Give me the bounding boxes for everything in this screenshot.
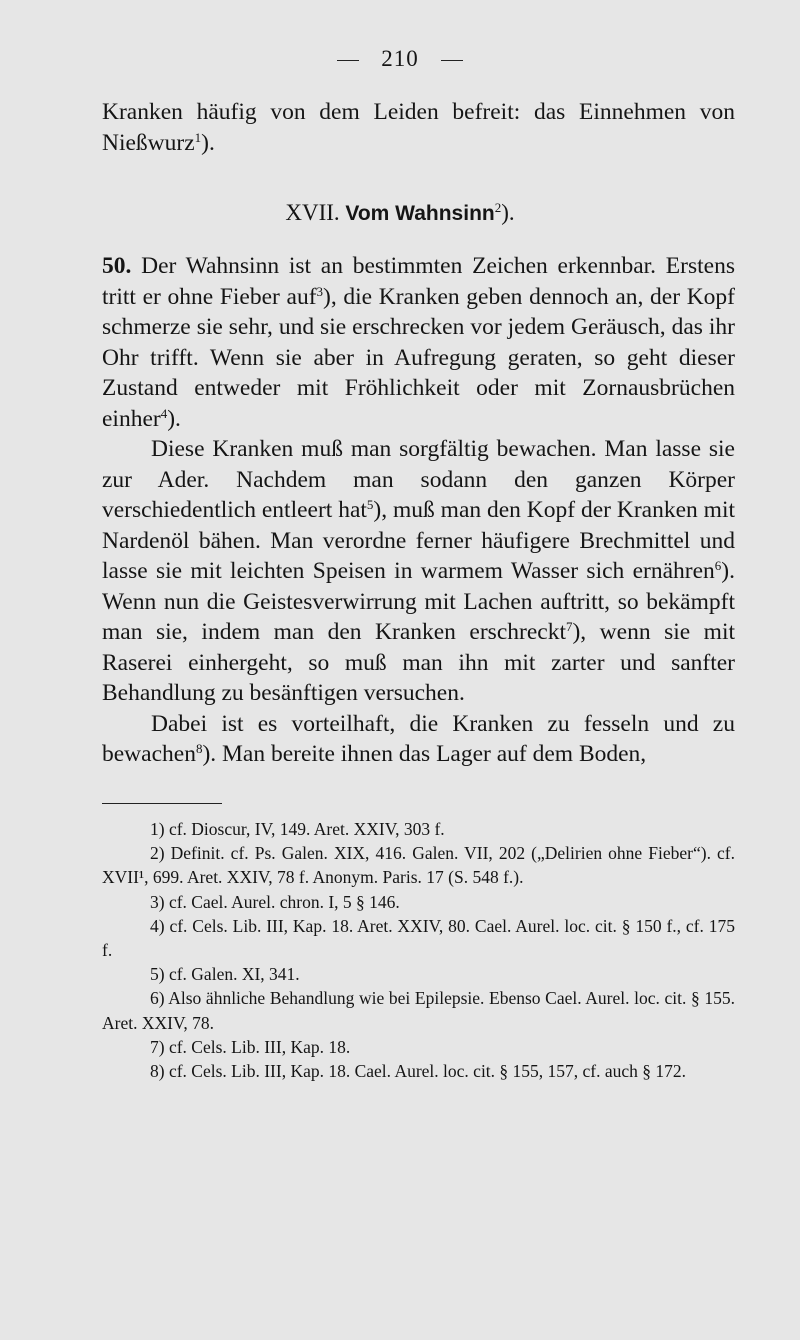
chapter-numeral: XVII.: [285, 200, 340, 225]
section-body: [102, 251, 735, 770]
paragraph-1: [102, 251, 735, 434]
page-number-dash-left: [337, 60, 359, 61]
text-run: Der Wahnsinn ist an bestimmten Zeichen erkennbar. Erstens tritt er ohne Fieber auf: [102, 253, 735, 310]
text-run: Dabei ist es vorteilhaft, die Kranken zu fesseln und zu bewachen: [102, 710, 735, 767]
paragraph-2: [102, 434, 735, 709]
text-run: ).: [167, 405, 181, 432]
footnotes: [102, 817, 735, 1083]
footnote-7: 7) cf. Cels. Lib. III, Kap. 18.: [150, 1036, 351, 1057]
text-run: Diese Kranken muß man sorgfältig bewachen. Man lasse sie zur Ader. Nachdem man sodann den ganzen Körper verschiedentlich entleert hat: [102, 436, 735, 523]
footnote-ref: 6: [714, 558, 722, 573]
footnote-2: 2) Definit. cf. Ps. Galen. XIX, 416. Galen. VII, 202 („Delirien ohne Fieber“). cf. XVII¹, 699. Aret. XXIV, 78 f. Anonym. Paris. 17 (S. 548 f.).: [102, 843, 735, 888]
footnote-ref: 4: [160, 405, 168, 421]
continuation-text: Kranken häufig von dem Leiden befreit: das Einnehmen von Nießwurz: [102, 99, 735, 156]
text-run: ), muß man den Kopf der Kranken mit Nardenöl bähen. Man verordne ferner häufigere Brechmittel und lasse sie mit leichten Speisen in warmem Wasser sich ernähren: [102, 497, 736, 584]
page-number: [0, 46, 800, 72]
text-run: ). Man bereite ihnen das Lager auf dem Boden,: [202, 741, 647, 767]
footnote-6: 6) Also ähnliche Behandlung wie bei Epilepsie. Ebenso Cael. Aurel. loc. cit. § 155. Aret. XXIV, 78.: [102, 988, 735, 1033]
text-run: ), wenn sie mit Raserei einhergeht, so muß man ihn mit zarter und sanfter Behandlung zu besänftigen versuchen.: [102, 619, 736, 706]
footnote-8: 8) cf. Cels. Lib. III, Kap. 18. Cael. Aurel. loc. cit. § 155, 157, cf. auch § 172.: [150, 1061, 687, 1082]
footnote-ref: 8: [195, 741, 203, 756]
text-run: ), die Kranken geben dennoch an, der Kopf schmerze sie sehr, und sie erschrecken vor jedem Geräusch, das ihr Ohr trifft. Wenn sie aber in Aufregung geraten, so geht dieser Zustand entweder mit Fröhlichkeit oder mit Zornausbrüchen einher: [102, 283, 735, 432]
page-number-text: 210: [381, 46, 419, 71]
footnote-ref: 7: [565, 619, 573, 634]
paragraph-3: [102, 709, 735, 770]
footnote-3: 3) cf. Cael. Aurel. chron. I, 5 § 146.: [150, 891, 400, 912]
section-number: 50.: [102, 253, 132, 279]
footnote-separator: [102, 803, 222, 804]
footnote-1: 1) cf. Dioscur, IV, 149. Aret. XXIV, 303 f.: [150, 819, 445, 839]
footnote-ref: 5: [366, 497, 374, 512]
page-number-dash-right: [441, 60, 463, 61]
text-run: ). Wenn nun die Geistesverwirrung mit Lachen auftritt, so bekämpft man sie, indem man den Kranken erschreckt: [102, 558, 735, 645]
footnote-5: 5) cf. Galen. XI, 341.: [150, 964, 300, 985]
footnote-ref: 2: [494, 200, 502, 215]
continuation-paragraph: [102, 97, 735, 158]
footnote-ref: 3: [316, 283, 324, 299]
footnote-4: 4) cf. Cels. Lib. III, Kap. 18. Aret. XXIV, 80. Cael. Aurel. loc. cit. § 150 f., cf. 175 f.: [102, 915, 735, 961]
chapter-title: Vom Wahnsinn: [345, 202, 495, 225]
chapter-heading: [0, 200, 800, 226]
footnote-ref: 1: [194, 129, 202, 145]
chapter-title-end: ).: [501, 200, 515, 225]
continuation-end: ).: [201, 129, 215, 156]
